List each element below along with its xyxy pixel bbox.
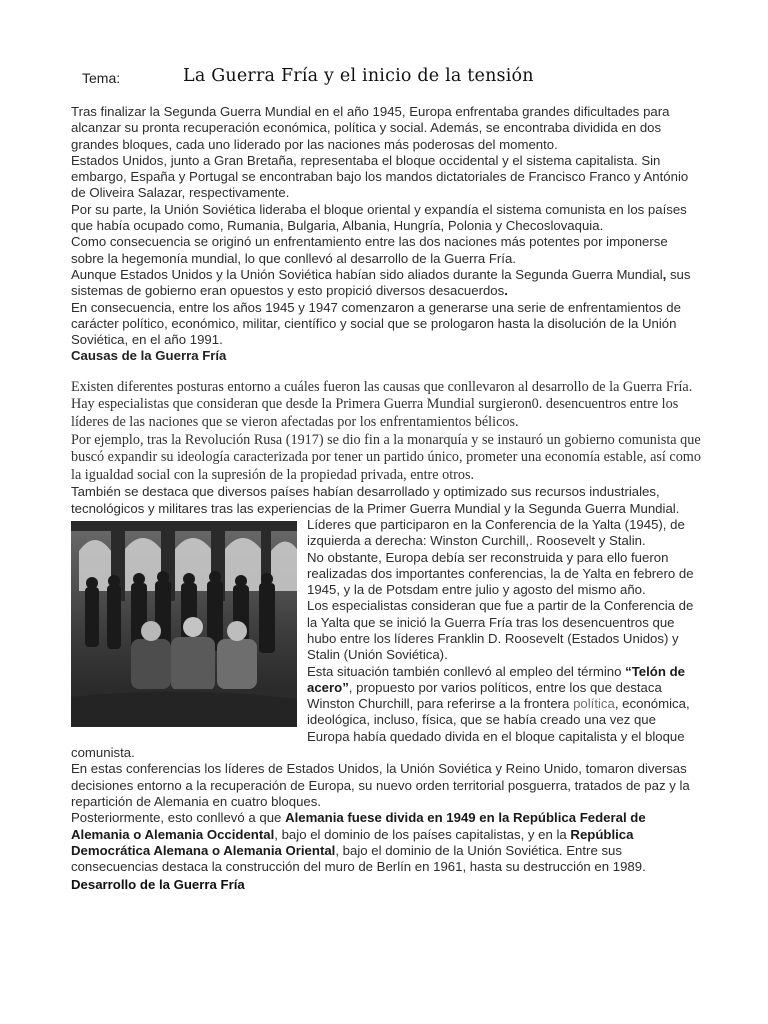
alemania-oriental-bold: República Democrática Alemana o Alemania Oriental <box>71 826 634 858</box>
yalta-paragraph-4: En estas conferencias los líderes de Estados Unidos, la Unión Soviética y Reino Unido, tomaron diversas decisiones entorno a la recuperación de Europa, su nuevo orden territorial posguerra, tratados de paz y la repartición de Alemania en cuatro bloques. <box>71 761 690 809</box>
intro-paragraph-5 <box>71 267 701 300</box>
yalta-p3-a: Esta situación también conllevó al empleo del término <box>307 663 626 679</box>
intro-paragraph-4: Como consecuencia se originó un enfrentamiento entre las dos naciones más potentes por imponerse sobre la hegemonía mundial, lo que conllevó al desarrollo de la Guerra Fría. <box>71 234 668 266</box>
intro-paragraph-6: En consecuencia, entre los años 1945 y 1947 comenzaron a generarse una serie de enfrentamientos de carácter político, económico, militar, científico y social que se prologaron hasta la disolución de la Unión Soviética, en el año 1991. <box>71 299 681 348</box>
body-text <box>71 104 701 894</box>
yalta-p5-c: , bajo el dominio de la Unión Soviética. Entre sus consecuencias destaca la construcción del muro de Berlín en 1961, hasta su destrucción en 1989. <box>71 842 646 875</box>
yalta-p3-c: , económica, ideológica, incluso, física, que se había creado una vez que Europa había quedado divida en el bloque capitalista y el bloque comunista. <box>71 696 690 761</box>
header <box>82 66 722 92</box>
telon-de-acero-term: “Telón de acero” <box>307 663 685 695</box>
causas-serif-paragraph-2: Por ejemplo, tras la Revolución Rusa (1917) se dio fin a la monarquía y se instauró un gobierno comunista que buscó expandir su ideología caracterizada por tener un partido único, prometer una economía estable, así como la igualdad social con la supresión de la propiedad privada, entre otros. <box>71 431 701 483</box>
yalta-photo-illustration <box>71 521 297 727</box>
desarrollo-heading: Desarrollo de la Guerra Fría <box>71 877 245 893</box>
intro-paragraph-2: Estados Unidos, junto a Gran Bretaña, representaba el bloque occidental y el sistema capitalista. Sin embargo, España y Portugal se encontraban bajo los mandos dictatoriales de Francisco Franco y António de Oliveira Salazar, respectivamente. <box>71 152 689 201</box>
intro-paragraph-3: Por su parte, la Unión Soviética lideraba el bloque oriental y expandía el sistema comunista en los países que había ocupado como, Rumania, Bulgaria, Albania, Hungría, Polonia y Checoslovaquia. <box>71 201 687 234</box>
causas-heading: Causas de la Guerra Fría <box>71 348 227 364</box>
intro-p5-b: sus sistemas de gobierno eran opuestos y esto propició diversos desacuerdos <box>71 266 691 299</box>
causas-paragraph-3: También se destaca que diversos países habían desarrollado y optimizado sus recursos industriales, tecnológicos y militares tras las experiencias de la Primer Guerra Mundial y la Segunda Guerra Mundial. <box>71 484 680 516</box>
yalta-paragraph-1: No obstante, Europa debía ser reconstruida y para ello fueron realizadas dos importantes conferencias, la de Yalta en febrero de 1945, y la de Potsdam entre julio y agosto del mismo año. <box>307 549 694 598</box>
page-title: La Guerra Fría y el inicio de la tensión <box>183 66 534 86</box>
intro-paragraph-1: Tras finalizar la Segunda Guerra Mundial en el año 1945, Europa enfrentaba grandes dificultades para alcanzar su pronta recuperación económica, política y social. Además, se encontraba dividida en dos grandes bloques, cada uno liderado por las naciones más poderosas del momento. <box>71 104 670 152</box>
alemania-occidental-bold: Alemania fuese divida en 1949 en la República Federal de Alemania o Alemania Occidental <box>71 810 646 842</box>
yalta-paragraph-5 <box>71 810 701 875</box>
causas-serif-paragraph-1: Existen diferentes posturas entorno a cuáles fueron las causas que conllevaron al desarrollo de la Guerra Fría. Hay especialistas que consideran que desde la Primera Guerra Mundial surgieron0. desencuentros entre los líderes de las naciones que se vieron afectadas por los enfrentamientos bélicos. <box>71 378 693 430</box>
yalta-paragraph-2: Los especialistas consideran que fue a partir de la Conferencia de la Yalta que se inició la Guerra Fría tras los desencuentros que hubo entre los líderes Franklin D. Roosevelt (Estados Unidos) y Stalin (Unión Soviética). <box>307 598 694 663</box>
tema-label: Tema: <box>82 70 121 86</box>
yalta-p3-b: , propuesto por varios políticos, entre los que destaca Winston Churchill, para referirse a la frontera <box>307 679 662 712</box>
intro-p5-comma: , <box>662 266 667 282</box>
yalta-caption: Líderes que participaron en la Conferencia de la Yalta (1945), de izquierda a derecha: Winston Curchill,. Roosevelt y Stalin. <box>307 516 685 549</box>
politica-word: política <box>573 696 615 712</box>
yalta-p5-b: , bajo el dominio de los países capitalistas, y en la <box>274 826 571 842</box>
yalta-p5-a: Posteriormente, esto conllevó a que <box>71 810 286 826</box>
intro-p5-dot: . <box>504 283 508 299</box>
yalta-conference-photo <box>71 521 297 727</box>
intro-p5-a: Aunque Estados Unidos y la Unión Soviética habían sido aliados durante la Segunda Guerra Mundial <box>71 266 663 282</box>
